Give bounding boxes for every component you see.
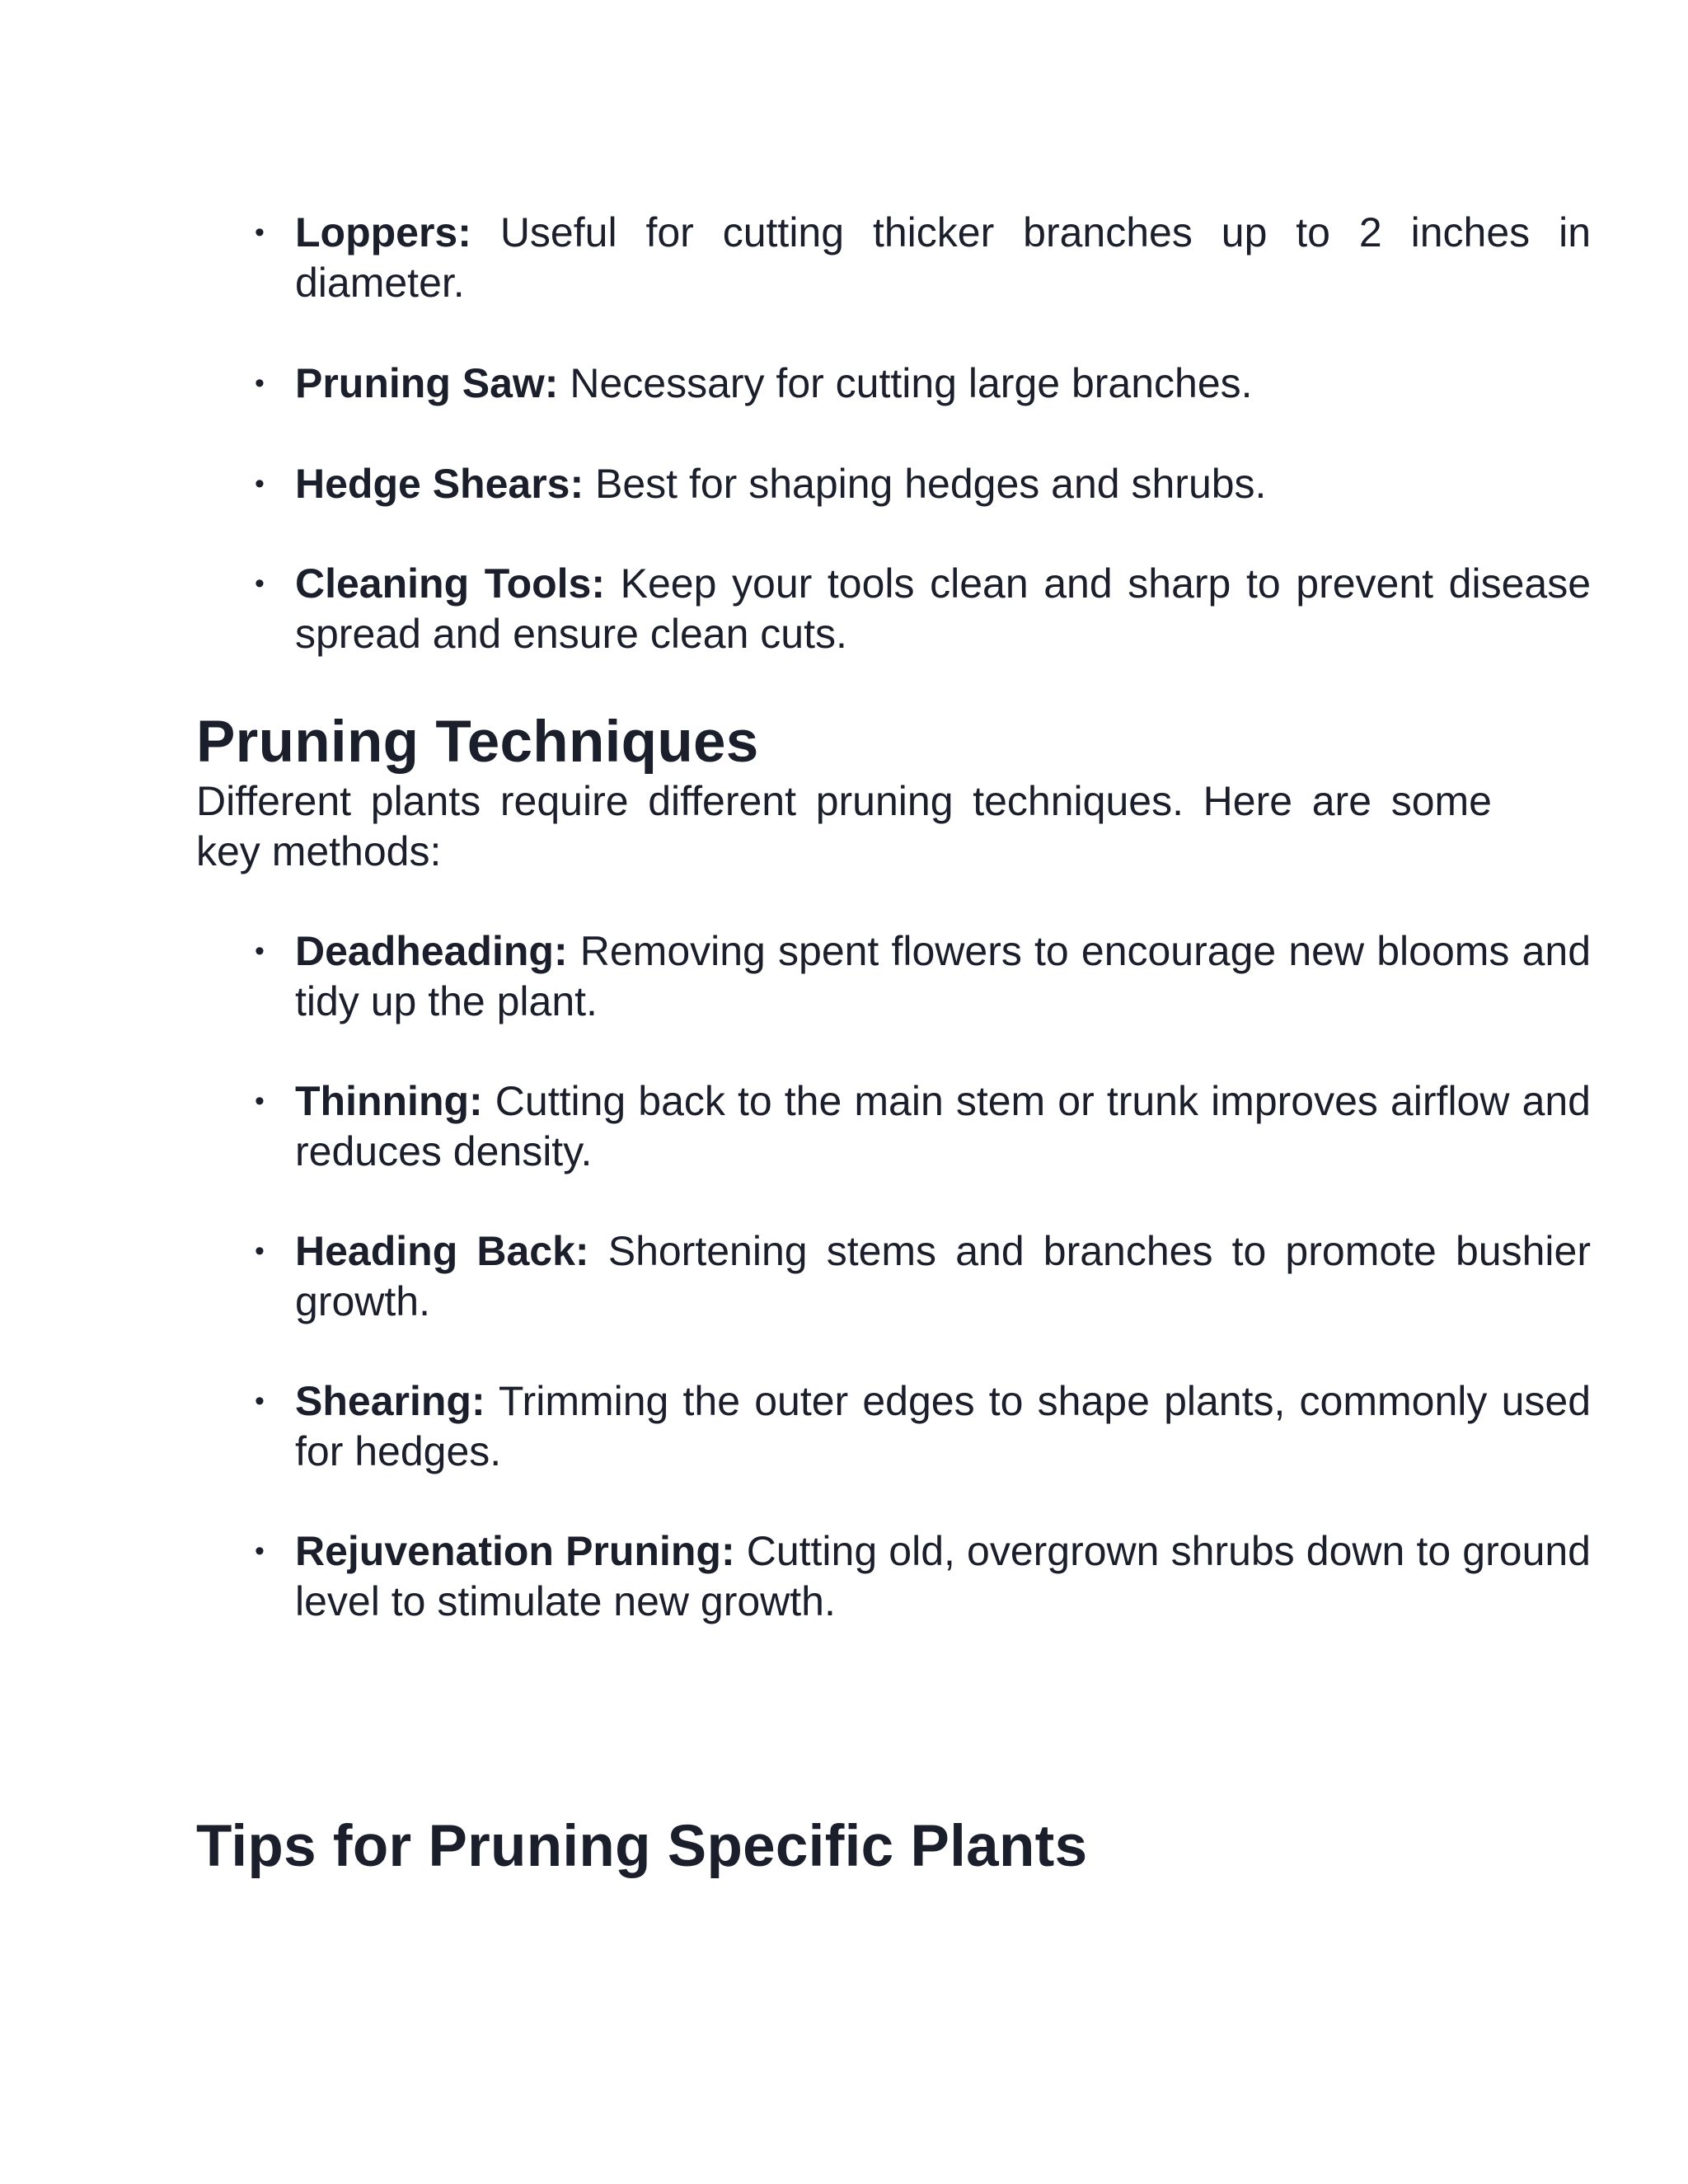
bullet-icon: • xyxy=(255,568,265,599)
list-item xyxy=(196,1076,1591,1177)
list-item-term: Rejuvenation Pruning: xyxy=(295,1528,735,1574)
list-item xyxy=(196,1526,1591,1627)
list-item-text: Necessary for cutting large branches. xyxy=(558,360,1253,406)
list-item-term: Pruning Saw: xyxy=(295,360,559,406)
list-item-text: Shortening stems and branches to promote bushier growth. xyxy=(295,1228,1591,1324)
bullet-icon: • xyxy=(255,1535,265,1567)
list-item-text: Cutting old, overgrown shrubs down to ground level to stimulate new growth. xyxy=(295,1528,1591,1624)
section-heading-pruning-techniques: Pruning Techniques xyxy=(196,710,759,775)
bullet-icon: • xyxy=(255,935,265,967)
section-heading-tips-specific-plants: Tips for Pruning Specific Plants xyxy=(196,1814,1088,1879)
bullet-icon: • xyxy=(255,1385,265,1417)
list-item-text: Removing spent flowers to encourage new blooms and tidy up the plant. xyxy=(295,928,1591,1024)
list-item-text: Cutting back to the main stem or trunk improves airflow and reduces density. xyxy=(295,1078,1591,1174)
list-item-term: Deadheading: xyxy=(295,928,568,974)
list-item xyxy=(196,208,1591,308)
list-item-term: Thinning: xyxy=(295,1078,483,1124)
bullet-icon: • xyxy=(255,1085,265,1117)
list-item-text: Trimming the outer edges to shape plants, commonly used for hedges. xyxy=(295,1378,1591,1474)
list-item xyxy=(196,1226,1591,1327)
list-item xyxy=(196,359,1591,409)
bullet-icon: • xyxy=(255,1235,265,1267)
list-item-text: Keep your tools clean and sharp to prevent disease spread and ensure clean cuts. xyxy=(295,560,1591,657)
bullet-icon: • xyxy=(255,217,265,248)
list-item-text: Useful for cutting thicker branches up to 2 inches in diameter. xyxy=(295,209,1591,306)
bullet-icon: • xyxy=(255,368,265,399)
bullet-icon: • xyxy=(255,468,265,499)
list-item-term: Loppers: xyxy=(295,209,471,255)
list-item-term: Cleaning Tools: xyxy=(295,560,606,607)
list-item xyxy=(196,1376,1591,1477)
list-item-text: Best for shaping hedges and shrubs. xyxy=(584,461,1267,507)
list-item xyxy=(196,559,1591,659)
list-item xyxy=(196,926,1591,1027)
list-item-term: Heading Back: xyxy=(295,1228,589,1274)
section-intro-paragraph: Different plants require different pruning techniques. Here are some key methods: xyxy=(196,778,1492,874)
list-item-term: Hedge Shears: xyxy=(295,461,584,507)
list-item xyxy=(196,459,1591,509)
list-item-term: Shearing: xyxy=(295,1378,485,1424)
